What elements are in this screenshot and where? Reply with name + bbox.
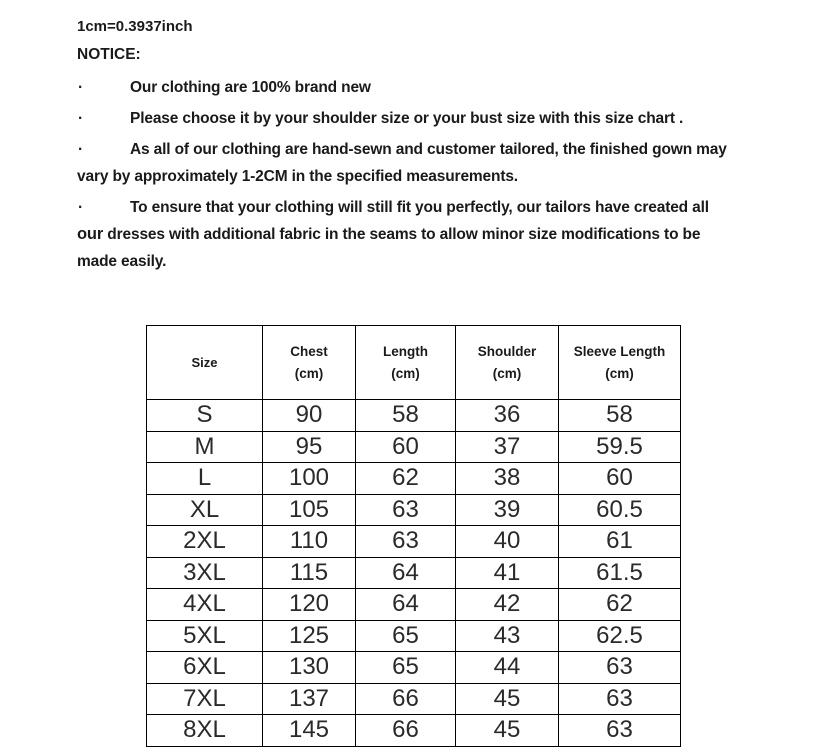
cell-size: XL: [147, 494, 263, 526]
column-header-shoulder-line2: (cm): [492, 365, 522, 381]
cell-length: 64: [356, 589, 456, 621]
table-row: [147, 589, 681, 621]
table-row: [147, 557, 681, 589]
cell-size: 7XL: [147, 683, 263, 715]
cell-sleeve-length: 61: [559, 526, 681, 558]
column-header-sleeve-length-line2: (cm): [605, 365, 634, 381]
table-row: [147, 715, 681, 747]
cell-length: 63: [356, 526, 456, 558]
column-header-shoulder-line1: Shoulder: [477, 343, 537, 359]
cell-length: 64: [356, 557, 456, 589]
cell-size: 2XL: [147, 526, 263, 558]
cell-sleeve-length: 58: [559, 400, 681, 432]
table-row: [147, 463, 681, 495]
column-header-size-line1: Size: [191, 354, 218, 370]
table-row: [147, 400, 681, 432]
notice-bullet-1-text: Our clothing are 100% brand new: [130, 79, 371, 96]
cell-length: 66: [356, 715, 456, 747]
table-row: [147, 494, 681, 526]
cell-shoulder: 45: [456, 683, 559, 715]
column-header-sleeve-length: [559, 326, 681, 400]
cell-shoulder: 44: [456, 652, 559, 684]
cell-chest: 90: [263, 400, 356, 432]
cell-chest: 95: [263, 431, 356, 463]
cell-chest: 145: [263, 715, 356, 747]
cell-sleeve-length: 60: [559, 463, 681, 495]
notice-bullet-4: [77, 194, 737, 275]
cell-length: 65: [356, 652, 456, 684]
cell-length: 62: [356, 463, 456, 495]
table-header-row: [147, 326, 681, 400]
unit-conversion-note: 1cm=0.3937inch: [77, 18, 193, 35]
notice-bullet-3-text: As all of our clothing are hand-sewn and customer tailored, the finished gown may vary by approximately 1-2CM in the specified measurements.: [77, 141, 727, 185]
cell-shoulder: 41: [456, 557, 559, 589]
cell-sleeve-length: 63: [559, 715, 681, 747]
cell-size: L: [147, 463, 263, 495]
cell-shoulder: 45: [456, 715, 559, 747]
cell-length: 63: [356, 494, 456, 526]
size-chart-header: [147, 326, 681, 400]
column-header-chest-line1: Chest: [290, 343, 328, 359]
cell-length: 58: [356, 400, 456, 432]
cell-sleeve-length: 60.5: [559, 494, 681, 526]
notice-bullet-1: [77, 74, 737, 101]
size-chart-body: [147, 400, 681, 747]
notice-bullet-2-text: Please choose it by your shoulder size or your bust size with this size chart .: [130, 110, 684, 127]
table-row: [147, 683, 681, 715]
notice-bullet-2: [77, 105, 737, 132]
cell-length: 66: [356, 683, 456, 715]
notice-heading: NOTICE:: [77, 46, 141, 63]
cell-chest: 120: [263, 589, 356, 621]
column-header-chest: [263, 326, 356, 400]
cell-size: 3XL: [147, 557, 263, 589]
bullet-dot-icon: ·: [78, 110, 84, 127]
table-row: [147, 620, 681, 652]
cell-sleeve-length: 61.5: [559, 557, 681, 589]
cell-chest: 137: [263, 683, 356, 715]
cell-chest: 115: [263, 557, 356, 589]
size-chart-table: [146, 325, 681, 747]
cell-sleeve-length: 63: [559, 683, 681, 715]
cell-shoulder: 42: [456, 589, 559, 621]
notice-bullet-3: [77, 136, 737, 190]
cell-chest: 100: [263, 463, 356, 495]
column-header-length-line2: (cm): [391, 365, 420, 381]
cell-sleeve-length: 62: [559, 589, 681, 621]
cell-length: 65: [356, 620, 456, 652]
cell-chest: 105: [263, 494, 356, 526]
cell-shoulder: 43: [456, 620, 559, 652]
cell-length: 60: [356, 431, 456, 463]
cell-shoulder: 36: [456, 400, 559, 432]
cell-size: M: [147, 431, 263, 463]
notice-bullet-4-text: [77, 194, 737, 275]
cell-size: 4XL: [147, 589, 263, 621]
column-header-size: [147, 326, 263, 400]
cell-sleeve-length: 63: [559, 652, 681, 684]
column-header-chest-line2: (cm): [294, 365, 324, 381]
cell-shoulder: 39: [456, 494, 559, 526]
cell-shoulder: 40: [456, 526, 559, 558]
notice-bullet-4-text-part2: dresses with additional fabric in the seams to allow minor size modifications to be made easily.: [77, 226, 701, 270]
cell-sleeve-length: 62.5: [559, 620, 681, 652]
cell-shoulder: 38: [456, 463, 559, 495]
cell-size: 8XL: [147, 715, 263, 747]
table-row: [147, 526, 681, 558]
column-header-sleeve-length-line1: Sleeve Length: [573, 343, 666, 359]
bullet-dot-icon: ·: [78, 79, 84, 96]
cell-size: 6XL: [147, 652, 263, 684]
cell-chest: 110: [263, 526, 356, 558]
cell-chest: 125: [263, 620, 356, 652]
cell-size: S: [147, 400, 263, 432]
cell-chest: 130: [263, 652, 356, 684]
column-header-length-line1: Length: [383, 343, 428, 359]
column-header-length: [356, 326, 456, 400]
table-row: [147, 431, 681, 463]
table-row: [147, 652, 681, 684]
cell-shoulder: 37: [456, 431, 559, 463]
bullet-dot-icon: ·: [78, 199, 84, 216]
notice-bullet-4-text-part1: To ensure that your clothing will still fit you perfectly, our tailors have created all: [130, 199, 709, 216]
notice-bullet-4-emphasis: our: [77, 225, 104, 243]
cell-sleeve-length: 59.5: [559, 431, 681, 463]
notice-block: [77, 14, 737, 275]
cell-size: 5XL: [147, 620, 263, 652]
bullet-dot-icon: ·: [78, 141, 84, 158]
column-header-shoulder: [456, 326, 559, 400]
